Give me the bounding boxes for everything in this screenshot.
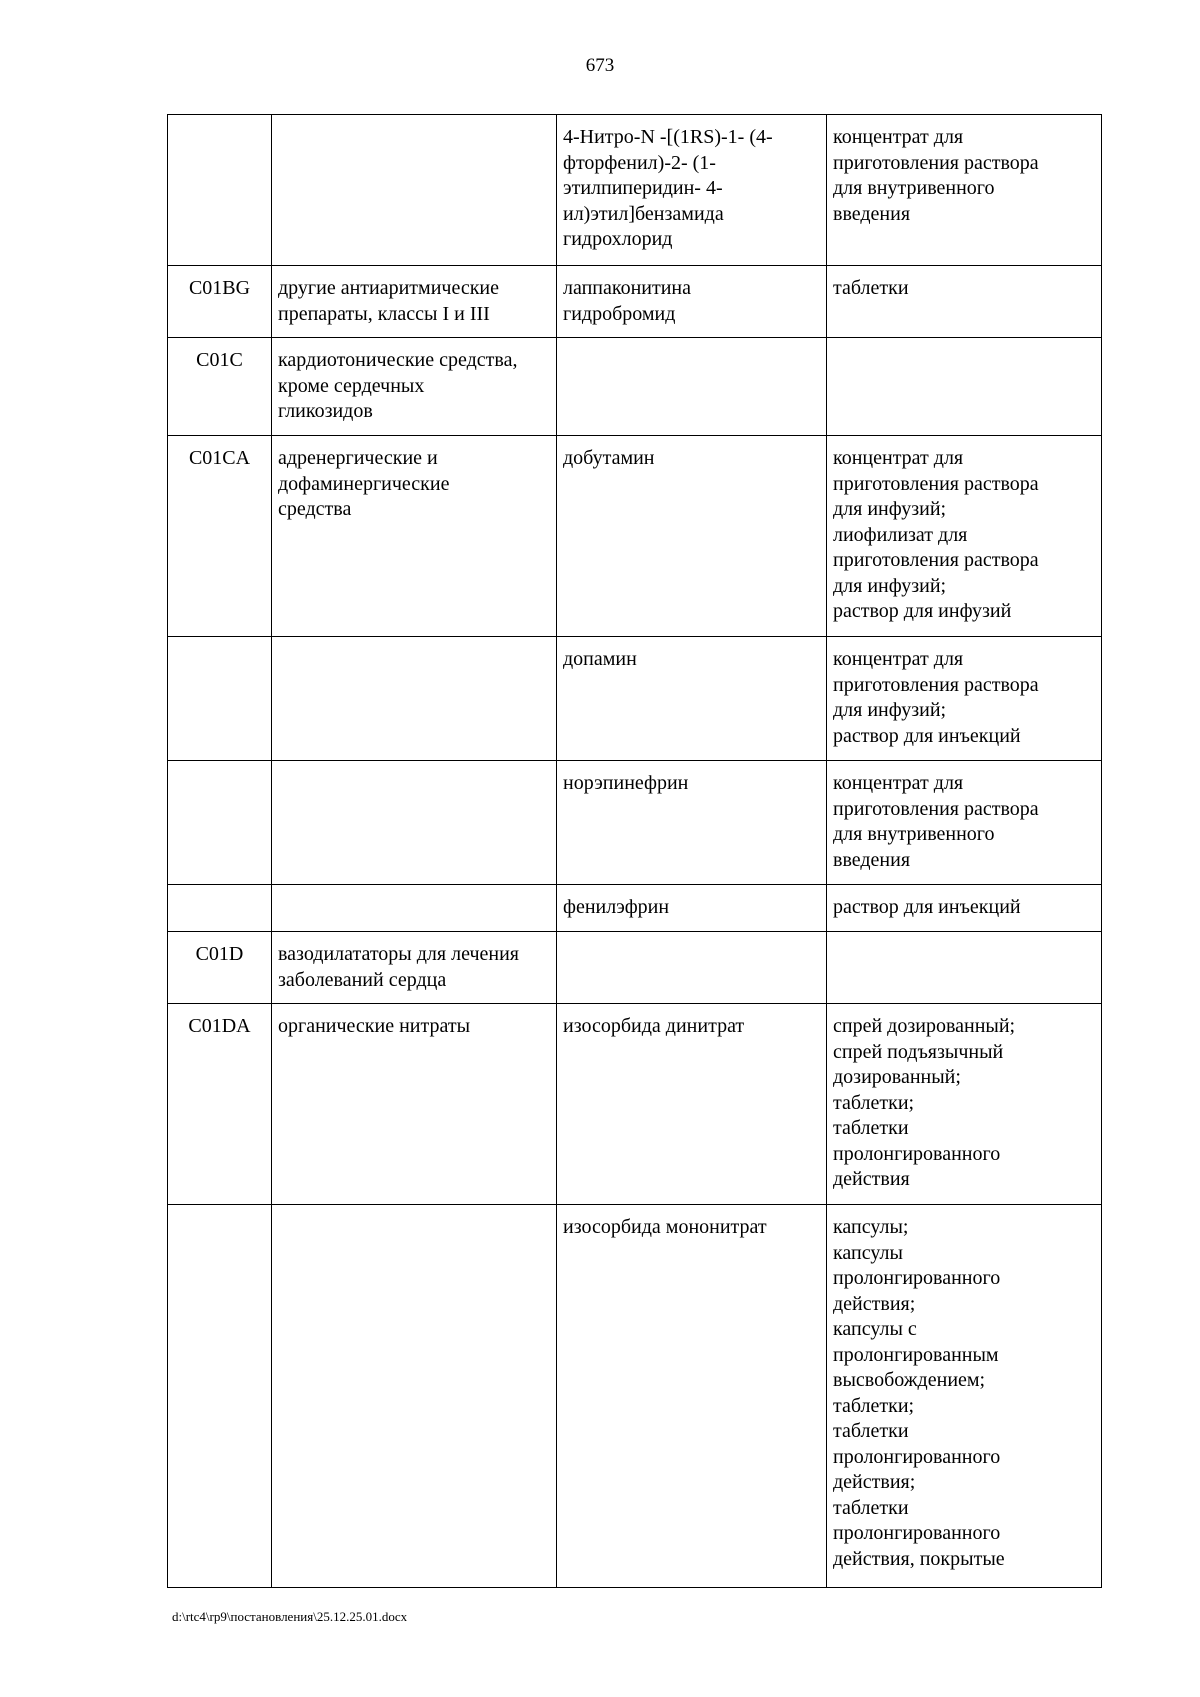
dosage-form-cell: раствор для инъекций — [827, 885, 1102, 932]
group-cell — [272, 115, 557, 266]
table-row — [168, 115, 1102, 266]
page-number: 673 — [585, 55, 615, 76]
group-cell: кардиотонические средства, кроме сердечных гликозидов — [272, 338, 557, 436]
group-cell: адренергические и дофаминергические средства — [272, 436, 557, 637]
substance-cell: норэпинефрин — [557, 761, 827, 885]
table-row — [168, 885, 1102, 932]
dosage-form-cell: концентрат для приготовления раствора для инфузий; раствор для инъекций — [827, 637, 1102, 761]
substance-cell — [557, 338, 827, 436]
dosage-form-cell — [827, 932, 1102, 1004]
atc-code-cell — [168, 761, 272, 885]
group-cell: вазодилататоры для лечения заболеваний сердца — [272, 932, 557, 1004]
substance-cell: допамин — [557, 637, 827, 761]
atc-code-cell — [168, 115, 272, 266]
group-cell — [272, 1205, 557, 1588]
group-cell — [272, 761, 557, 885]
substance-cell: добутамин — [557, 436, 827, 637]
dosage-form-cell: спрей дозированный; спрей подъязычный дозированный; таблетки; таблетки пролонгированного действия — [827, 1004, 1102, 1205]
group-cell — [272, 637, 557, 761]
drug-classification-table — [167, 114, 1102, 1588]
atc-code-cell: C01C — [168, 338, 272, 436]
substance-cell — [557, 932, 827, 1004]
atc-code-cell — [168, 1205, 272, 1588]
table-row — [168, 1205, 1102, 1588]
table-row — [168, 266, 1102, 338]
atc-code-cell: C01DA — [168, 1004, 272, 1205]
group-cell: другие антиаритмические препараты, классы I и III — [272, 266, 557, 338]
dosage-form-cell — [827, 338, 1102, 436]
dosage-form-cell: концентрат для приготовления раствора для инфузий; лиофилизат для приготовления раствора для инфузий; раствор для инфузий — [827, 436, 1102, 637]
atc-code-cell: C01BG — [168, 266, 272, 338]
atc-code-cell — [168, 637, 272, 761]
atc-code-cell: C01D — [168, 932, 272, 1004]
table-row — [168, 761, 1102, 885]
dosage-form-cell: концентрат для приготовления раствора для внутривенного введения — [827, 761, 1102, 885]
dosage-form-cell: концентрат для приготовления раствора для внутривенного введения — [827, 115, 1102, 266]
substance-cell: лаппаконитина гидробромид — [557, 266, 827, 338]
atc-code-cell — [168, 885, 272, 932]
substance-cell: изосорбида мононитрат — [557, 1205, 827, 1588]
group-cell: органические нитраты — [272, 1004, 557, 1205]
table-row — [168, 338, 1102, 436]
dosage-form-cell: капсулы; капсулы пролонгированного действия; капсулы с пролонгированным высвобождением; таблетки; таблетки пролонгированного действия; таблетки пролонгированного действия, покрытые — [827, 1205, 1102, 1588]
dosage-form-cell: таблетки — [827, 266, 1102, 338]
substance-cell: изосорбида динитрат — [557, 1004, 827, 1205]
footer-file-path: d:\rtc4\rp9\постановления\25.12.25.01.docx — [172, 1609, 408, 1624]
table-row — [168, 637, 1102, 761]
substance-cell: 4-Нитро-N -[(1RS)-1- (4- фторфенил)-2- (1- этилпиперидин- 4- ил)этил]бензамида гидрохлорид — [557, 115, 827, 266]
table-row — [168, 436, 1102, 637]
table-row — [168, 932, 1102, 1004]
group-cell — [272, 885, 557, 932]
substance-cell: фенилэфрин — [557, 885, 827, 932]
atc-code-cell: C01CA — [168, 436, 272, 637]
table-row — [168, 1004, 1102, 1205]
